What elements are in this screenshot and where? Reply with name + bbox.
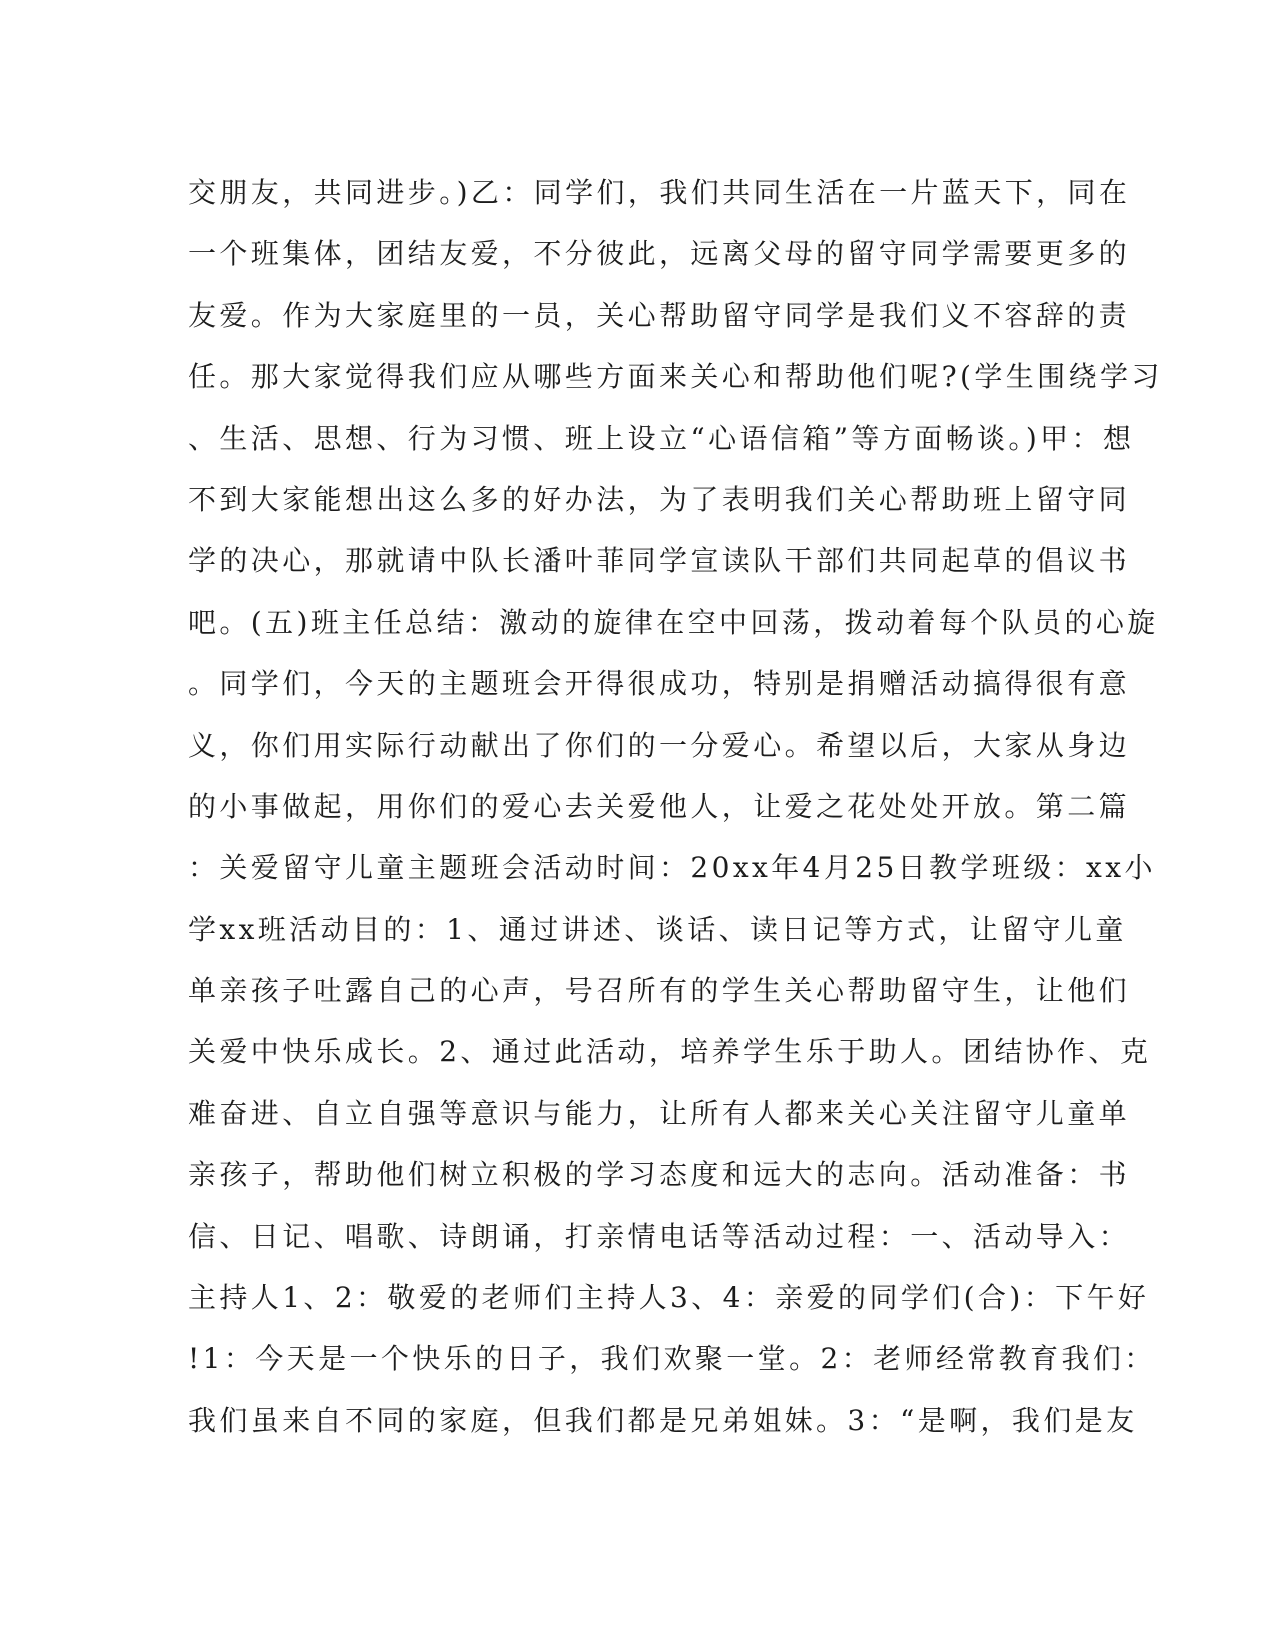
- text-line: 学xx班活动目的：1、通过讲述、谈话、读日记等方式，让留守儿童: [188, 912, 1127, 946]
- text-line: 、生活、思想、行为习惯、班上设立“心语信箱”等方面畅谈。)甲：想: [188, 421, 1135, 455]
- text-line: ：关爱留守儿童主题班会活动时间：20xx年4月25日教学班级：xx小: [188, 851, 1156, 885]
- text-line: 。同学们，今天的主题班会开得很成功，特别是捐赠活动搞得很有意: [188, 667, 1131, 701]
- text-line: 友爱。作为大家庭里的一员，关心帮助留守同学是我们义不容辞的责: [188, 298, 1131, 332]
- text-line: !1：今天是一个快乐的日子，我们欢聚一堂。2：老师经常教育我们：: [188, 1342, 1156, 1376]
- text-line: 关爱中快乐成长。2、通过此活动，培养学生乐于助人。团结协作、克: [188, 1035, 1152, 1069]
- text-line: 主持人1、2：敬爱的老师们主持人3、4：亲爱的同学们(合)：下午好: [188, 1281, 1150, 1315]
- text-line: 难奋进、自立自强等意识与能力，让所有人都来关心关注留守儿童单: [188, 1096, 1131, 1130]
- text-line: 亲孩子，帮助他们树立积极的学习态度和远大的志向。活动准备：书: [188, 1158, 1131, 1192]
- text-line: 我们虽来自不同的家庭，但我们都是兄弟姐妹。3：“是啊，我们是友: [188, 1403, 1138, 1437]
- text-line: 义，你们用实际行动献出了你们的一分爱心。希望以后，大家从身边: [188, 728, 1131, 762]
- text-line: 吧。(五)班主任总结：激动的旋律在空中回荡，拨动着每个队员的心旋: [188, 605, 1159, 639]
- text-line: 任。那大家觉得我们应从哪些方面来关心和帮助他们呢?(学生围绕学习: [188, 360, 1163, 394]
- text-line: 的小事做起，用你们的爱心去关爱他人，让爱之花处处开放。第二篇: [188, 789, 1131, 823]
- text-line: 单亲孩子吐露自己的心声，号召所有的学生关心帮助留守生，让他们: [188, 974, 1131, 1008]
- body-text: [188, 162, 1163, 1451]
- text-line: 信、日记、唱歌、诗朗诵，打亲情电话等活动过程：一、活动导入：: [188, 1219, 1131, 1253]
- text-line: 交朋友，共同进步。)乙：同学们，我们共同生活在一片蓝天下，同在: [188, 176, 1131, 209]
- text-line: 学的决心，那就请中队长潘叶菲同学宣读队干部们共同起草的倡议书: [188, 544, 1131, 578]
- text-line: 一个班集体，团结友爱，不分彼此，远离父母的留守同学需要更多的: [188, 237, 1131, 271]
- text-line: 不到大家能想出这么多的好办法，为了表明我们关心帮助班上留守同: [188, 482, 1131, 516]
